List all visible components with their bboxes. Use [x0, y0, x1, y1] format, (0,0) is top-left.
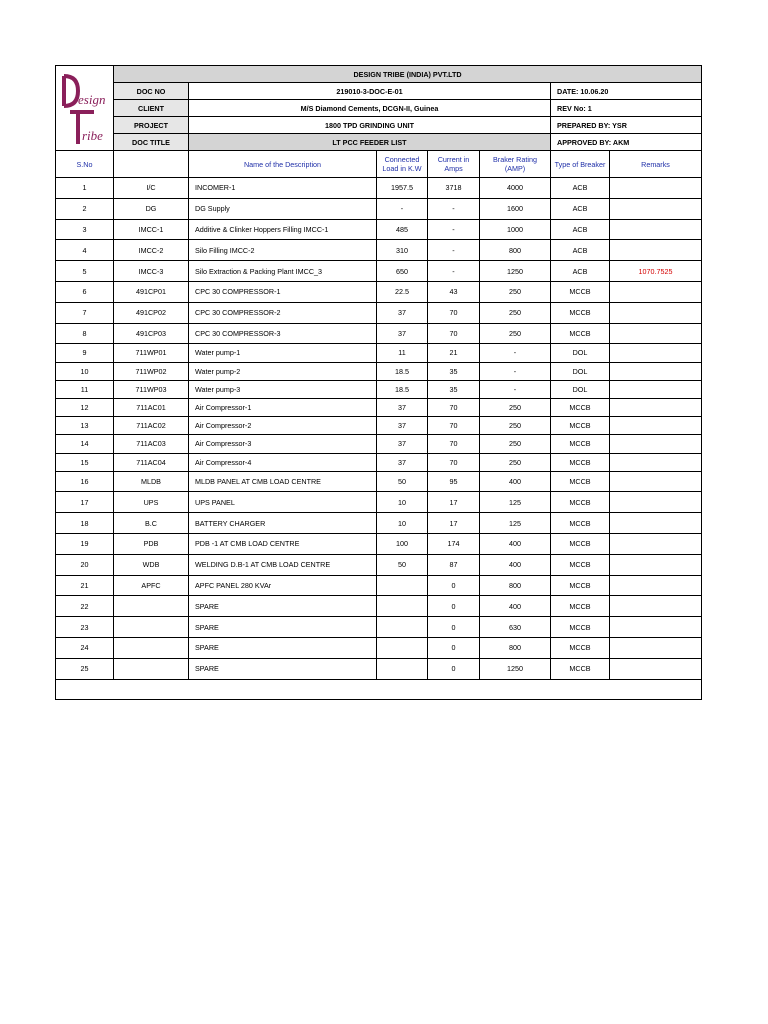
cell-current: 70: [428, 435, 480, 453]
cell-current: -: [428, 219, 480, 240]
cell-desc: DG Supply: [189, 198, 377, 219]
cell-type: MCCB: [551, 658, 610, 679]
col-load: Connected Load in K.W: [377, 151, 428, 178]
cell-type: MCCB: [551, 617, 610, 638]
cell-remarks: [610, 658, 702, 679]
table-row: [56, 596, 702, 617]
cell-remarks: [610, 617, 702, 638]
cell-breaker: -: [480, 344, 551, 362]
cell-tag: 711WP01: [114, 344, 189, 362]
cell-tag: DG: [114, 198, 189, 219]
cell-current: 0: [428, 575, 480, 596]
cell-current: 70: [428, 398, 480, 416]
cell-breaker: 400: [480, 471, 551, 492]
cell-load: [377, 638, 428, 659]
table-row: [56, 453, 702, 471]
cell-remarks: [610, 323, 702, 344]
cell-breaker: 250: [480, 323, 551, 344]
cell-current: -: [428, 240, 480, 261]
header-meta: PREPARED BY: YSR: [551, 117, 702, 134]
cell-sno: 5: [56, 261, 114, 282]
cell-remarks: [610, 435, 702, 453]
cell-load: 37: [377, 453, 428, 471]
table-row: [56, 638, 702, 659]
cell-current: 95: [428, 471, 480, 492]
cell-load: 100: [377, 534, 428, 555]
cell-type: DOL: [551, 380, 610, 398]
cell-breaker: 1600: [480, 198, 551, 219]
table-row: [56, 617, 702, 638]
cell-tag: PDB: [114, 534, 189, 555]
cell-current: 0: [428, 638, 480, 659]
table-row: [56, 658, 702, 679]
cell-desc: Silo Extraction & Packing Plant IMCC_3: [189, 261, 377, 282]
cell-tag: [114, 638, 189, 659]
cell-current: 174: [428, 534, 480, 555]
cell-load: 50: [377, 554, 428, 575]
cell-current: 43: [428, 281, 480, 302]
cell-remarks: [610, 198, 702, 219]
header-value: 1800 TPD GRINDING UNIT: [189, 117, 551, 134]
cell-load: 37: [377, 398, 428, 416]
cell-breaker: 1250: [480, 261, 551, 282]
cell-desc: SPARE: [189, 617, 377, 638]
cell-current: -: [428, 198, 480, 219]
cell-sno: 24: [56, 638, 114, 659]
table-row: [56, 219, 702, 240]
cell-desc: Water pump-3: [189, 380, 377, 398]
cell-tag: [114, 658, 189, 679]
cell-breaker: 250: [480, 417, 551, 435]
cell-type: MCCB: [551, 596, 610, 617]
cell-load: 310: [377, 240, 428, 261]
cell-remarks: [610, 638, 702, 659]
cell-sno: 7: [56, 302, 114, 323]
cell-current: 0: [428, 658, 480, 679]
col-sno: S.No: [56, 151, 114, 178]
cell-load: [377, 596, 428, 617]
cell-remarks: [610, 380, 702, 398]
table-row: [56, 362, 702, 380]
cell-sno: 10: [56, 362, 114, 380]
logo-text-2: ribe: [82, 128, 103, 143]
cell-current: 70: [428, 453, 480, 471]
header-row: [56, 117, 702, 134]
cell-tag: [114, 596, 189, 617]
cell-type: MCCB: [551, 453, 610, 471]
cell-remarks: [610, 492, 702, 513]
company-name: DESIGN TRIBE (INDIA) PVT.LTD: [114, 66, 702, 83]
cell-breaker: 250: [480, 302, 551, 323]
empty-cell: [56, 679, 702, 699]
header-row: [56, 134, 702, 151]
cell-remarks: [610, 575, 702, 596]
cell-current: 17: [428, 513, 480, 534]
header-value: 219010-3-DOC-E-01: [189, 83, 551, 100]
cell-desc: SPARE: [189, 638, 377, 659]
cell-remarks: [610, 554, 702, 575]
cell-type: MCCB: [551, 554, 610, 575]
cell-load: 37: [377, 302, 428, 323]
cell-type: ACB: [551, 178, 610, 199]
cell-tag: I/C: [114, 178, 189, 199]
cell-load: 10: [377, 492, 428, 513]
table-row: [56, 198, 702, 219]
cell-sno: 20: [56, 554, 114, 575]
cell-current: 0: [428, 617, 480, 638]
cell-load: -: [377, 198, 428, 219]
cell-current: 35: [428, 380, 480, 398]
cell-sno: 19: [56, 534, 114, 555]
cell-load: 50: [377, 471, 428, 492]
cell-breaker: 400: [480, 534, 551, 555]
table-row: [56, 471, 702, 492]
table-row: [56, 261, 702, 282]
cell-desc: APFC PANEL 280 KVAr: [189, 575, 377, 596]
cell-tag: [114, 617, 189, 638]
cell-tag: 711AC02: [114, 417, 189, 435]
cell-type: MCCB: [551, 471, 610, 492]
cell-current: 0: [428, 596, 480, 617]
feeder-list-sheet: [55, 65, 701, 700]
cell-remarks: [610, 534, 702, 555]
cell-remarks: [610, 596, 702, 617]
table-row: [56, 554, 702, 575]
table-row: [56, 575, 702, 596]
col-type: Type of Breaker: [551, 151, 610, 178]
cell-breaker: 400: [480, 596, 551, 617]
column-header-row: [56, 151, 702, 178]
cell-breaker: 800: [480, 575, 551, 596]
cell-sno: 25: [56, 658, 114, 679]
cell-tag: MLDB: [114, 471, 189, 492]
cell-breaker: 630: [480, 617, 551, 638]
header-label: DOC TITLE: [114, 134, 189, 151]
cell-breaker: -: [480, 362, 551, 380]
cell-breaker: 250: [480, 453, 551, 471]
cell-current: 70: [428, 323, 480, 344]
cell-load: 22.5: [377, 281, 428, 302]
cell-breaker: 250: [480, 435, 551, 453]
cell-type: MCCB: [551, 417, 610, 435]
table-row: [56, 492, 702, 513]
cell-current: 3718: [428, 178, 480, 199]
cell-tag: IMCC-3: [114, 261, 189, 282]
cell-tag: B.C: [114, 513, 189, 534]
cell-sno: 21: [56, 575, 114, 596]
cell-desc: Additive & Clinker Hoppers Filling IMCC-1: [189, 219, 377, 240]
cell-desc: Silo Filling IMCC-2: [189, 240, 377, 261]
cell-current: 70: [428, 302, 480, 323]
cell-desc: Air Compressor-4: [189, 453, 377, 471]
cell-breaker: 400: [480, 554, 551, 575]
cell-desc: Air Compressor-2: [189, 417, 377, 435]
table-row: [56, 398, 702, 416]
header-label: CLIENT: [114, 100, 189, 117]
cell-breaker: 250: [480, 398, 551, 416]
cell-type: MCCB: [551, 281, 610, 302]
col-remarks: Remarks: [610, 151, 702, 178]
col-desc: Name of the Description: [189, 151, 377, 178]
cell-load: 37: [377, 435, 428, 453]
cell-remarks: [610, 344, 702, 362]
cell-sno: 15: [56, 453, 114, 471]
cell-breaker: 125: [480, 492, 551, 513]
cell-type: MCCB: [551, 492, 610, 513]
cell-type: DOL: [551, 344, 610, 362]
cell-current: 17: [428, 492, 480, 513]
table-row: [56, 178, 702, 199]
cell-load: [377, 658, 428, 679]
cell-desc: CPC 30 COMPRESSOR-2: [189, 302, 377, 323]
cell-load: 485: [377, 219, 428, 240]
cell-tag: 711WP02: [114, 362, 189, 380]
cell-type: MCCB: [551, 534, 610, 555]
cell-sno: 14: [56, 435, 114, 453]
cell-current: 70: [428, 417, 480, 435]
header-row: [56, 100, 702, 117]
header-value: M/S Diamond Cements, DCGN-II, Guinea: [189, 100, 551, 117]
cell-sno: 23: [56, 617, 114, 638]
cell-desc: UPS PANEL: [189, 492, 377, 513]
cell-tag: IMCC-2: [114, 240, 189, 261]
header-value: LT PCC FEEDER LIST: [189, 134, 551, 151]
cell-desc: MLDB PANEL AT CMB LOAD CENTRE: [189, 471, 377, 492]
cell-sno: 3: [56, 219, 114, 240]
cell-tag: APFC: [114, 575, 189, 596]
cell-type: ACB: [551, 219, 610, 240]
cell-load: 10: [377, 513, 428, 534]
cell-desc: SPARE: [189, 658, 377, 679]
cell-remarks: [610, 398, 702, 416]
cell-tag: 711AC01: [114, 398, 189, 416]
cell-tag: 711AC04: [114, 453, 189, 471]
header-label: PROJECT: [114, 117, 189, 134]
cell-sno: 17: [56, 492, 114, 513]
cell-desc: PDB -1 AT CMB LOAD CENTRE: [189, 534, 377, 555]
cell-remarks: [610, 417, 702, 435]
cell-remarks: [610, 302, 702, 323]
table-row: [56, 435, 702, 453]
cell-remarks: [610, 362, 702, 380]
header-meta: APPROVED BY: AKM: [551, 134, 702, 151]
cell-breaker: 250: [480, 281, 551, 302]
logo-text-1: esign: [78, 92, 106, 107]
cell-sno: 6: [56, 281, 114, 302]
cell-breaker: -: [480, 380, 551, 398]
cell-load: 1957.5: [377, 178, 428, 199]
cell-desc: Water pump-2: [189, 362, 377, 380]
cell-load: 650: [377, 261, 428, 282]
header-meta: REV No: 1: [551, 100, 702, 117]
cell-load: [377, 575, 428, 596]
cell-type: ACB: [551, 261, 610, 282]
cell-load: 18.5: [377, 362, 428, 380]
cell-type: MCCB: [551, 323, 610, 344]
table-row: [56, 380, 702, 398]
cell-tag: UPS: [114, 492, 189, 513]
table-row: [56, 302, 702, 323]
cell-sno: 2: [56, 198, 114, 219]
cell-sno: 13: [56, 417, 114, 435]
cell-breaker: 800: [480, 240, 551, 261]
cell-type: MCCB: [551, 435, 610, 453]
cell-remarks: [610, 178, 702, 199]
cell-desc: WELDING D.B-1 AT CMB LOAD CENTRE: [189, 554, 377, 575]
cell-tag: 711AC03: [114, 435, 189, 453]
cell-type: MCCB: [551, 638, 610, 659]
cell-desc: Water pump-1: [189, 344, 377, 362]
cell-current: 21: [428, 344, 480, 362]
cell-load: 37: [377, 417, 428, 435]
cell-desc: CPC 30 COMPRESSOR-3: [189, 323, 377, 344]
cell-load: [377, 617, 428, 638]
cell-type: MCCB: [551, 513, 610, 534]
cell-sno: 18: [56, 513, 114, 534]
cell-breaker: 800: [480, 638, 551, 659]
cell-sno: 16: [56, 471, 114, 492]
table-row: [56, 344, 702, 362]
cell-tag: 491CP03: [114, 323, 189, 344]
cell-desc: INCOMER-1: [189, 178, 377, 199]
cell-sno: 11: [56, 380, 114, 398]
cell-remarks: [610, 219, 702, 240]
cell-type: MCCB: [551, 302, 610, 323]
cell-tag: 711WP03: [114, 380, 189, 398]
col-current: Current in Amps: [428, 151, 480, 178]
cell-tag: WDB: [114, 554, 189, 575]
cell-tag: 491CP01: [114, 281, 189, 302]
cell-type: DOL: [551, 362, 610, 380]
cell-remarks: [610, 453, 702, 471]
cell-tag: IMCC-1: [114, 219, 189, 240]
cell-remarks: [610, 471, 702, 492]
table-row: [56, 513, 702, 534]
header-label: DOC NO: [114, 83, 189, 100]
company-logo: [56, 66, 114, 151]
col-tag: [114, 151, 189, 178]
cell-breaker: 125: [480, 513, 551, 534]
cell-breaker: 1000: [480, 219, 551, 240]
cell-sno: 22: [56, 596, 114, 617]
cell-load: 37: [377, 323, 428, 344]
cell-type: MCCB: [551, 575, 610, 596]
cell-current: 35: [428, 362, 480, 380]
cell-type: MCCB: [551, 398, 610, 416]
design-tribe-logo-icon: [56, 66, 114, 150]
empty-row: [56, 679, 702, 699]
feeder-table: [55, 65, 702, 700]
cell-type: ACB: [551, 240, 610, 261]
cell-remarks: [610, 513, 702, 534]
cell-remarks: [610, 240, 702, 261]
cell-desc: Air Compressor-1: [189, 398, 377, 416]
header-meta: DATE: 10.06.20: [551, 83, 702, 100]
col-breaker: Braker Rating (AMP): [480, 151, 551, 178]
cell-current: 87: [428, 554, 480, 575]
cell-desc: SPARE: [189, 596, 377, 617]
cell-sno: 1: [56, 178, 114, 199]
cell-sno: 4: [56, 240, 114, 261]
cell-breaker: 1250: [480, 658, 551, 679]
cell-type: ACB: [551, 198, 610, 219]
cell-sno: 9: [56, 344, 114, 362]
table-row: [56, 417, 702, 435]
cell-remarks: 1070.7525: [610, 261, 702, 282]
cell-remarks: [610, 281, 702, 302]
table-row: [56, 240, 702, 261]
cell-tag: 491CP02: [114, 302, 189, 323]
cell-breaker: 4000: [480, 178, 551, 199]
cell-load: 18.5: [377, 380, 428, 398]
cell-load: 11: [377, 344, 428, 362]
table-row: [56, 323, 702, 344]
cell-current: -: [428, 261, 480, 282]
header-row: [56, 83, 702, 100]
cell-sno: 8: [56, 323, 114, 344]
cell-desc: Air Compressor-3: [189, 435, 377, 453]
table-row: [56, 534, 702, 555]
cell-desc: BATTERY CHARGER: [189, 513, 377, 534]
table-row: [56, 281, 702, 302]
cell-sno: 12: [56, 398, 114, 416]
cell-desc: CPC 30 COMPRESSOR-1: [189, 281, 377, 302]
